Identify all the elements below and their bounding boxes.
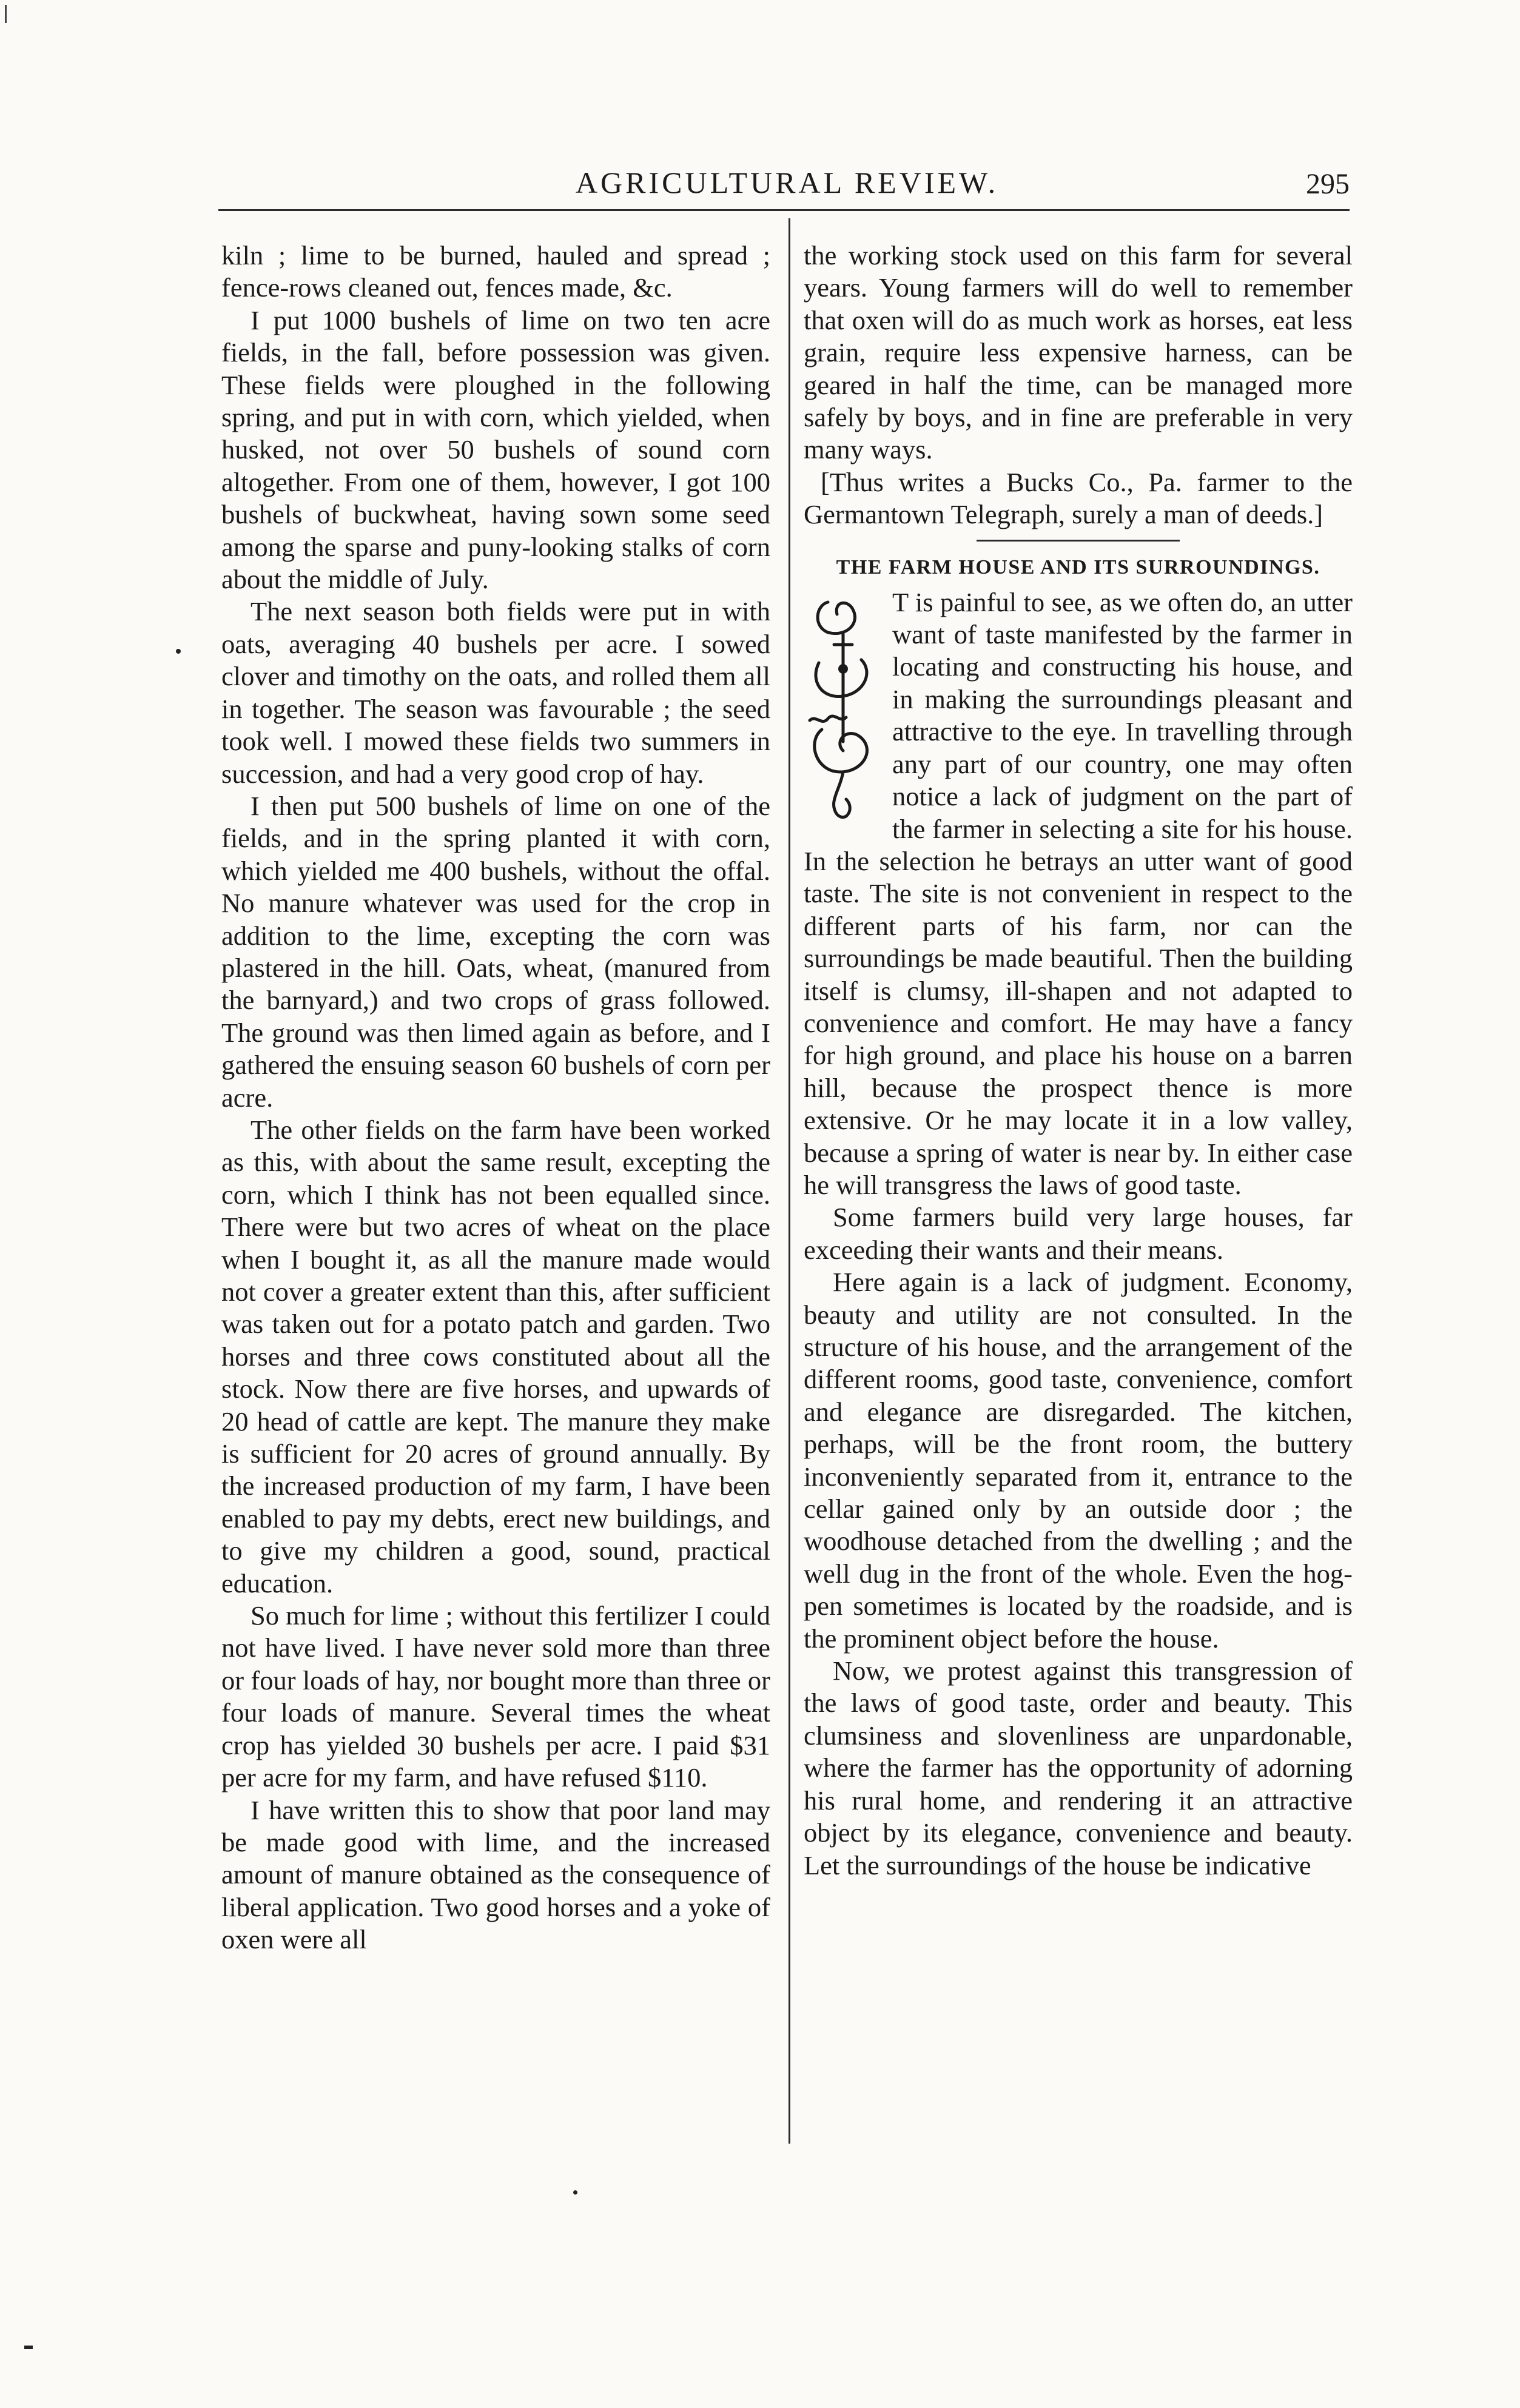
paragraph: kiln ; lime to be burned, hauled and spread ; fence-rows cleaned out, fences made, &c. xyxy=(221,240,770,303)
article-first-paragraph-text: T is painful to see, as we often do, an utter want of taste manifested by the farmer in locating and constructing his house, and in making the surroundings pleasant and attractive to the eye. In travelling through any part of our country, one may often notice a lack of judgment on the part of the farmer in selecting a site for his house. In the selection he betrays an utter want of good taste. The site is not convenient in respect to the different parts of his farm, nor can the surroundings be made beautiful. Then the building itself is clumsy, ill-shapen and not adapted to convenience and comfort. He may have a fancy for high ground, and place his house on a barren hill, because the prospect thence is more extensive. Or he may locate it in a low valley, because a spring of water is near by. In either case he will transgress the laws of good taste. xyxy=(804,586,1353,1200)
page-header xyxy=(224,165,1350,207)
right-column xyxy=(804,240,1353,1882)
paragraph: Now, we protest against this transgression of the laws of good taste, order and beauty. This clumsiness and slovenliness are unpardonable, where the farmer has the opportunity of adorning his rural home, and rendering it an attractive object by its elegance, convenience and beauty. Let the surroundings of the house be indicative xyxy=(804,1655,1353,1880)
ornamental-initial-icon xyxy=(804,590,883,833)
paragraph: So much for lime ; without this fertilizer I could not have lived. I have never sold more than three or four loads of hay, nor bought more than three or four loads of manure. Several times the wheat crop has yielded 30 bushels per acre. I paid $31 per acre for my farm, and have refused $110. xyxy=(221,1600,770,1793)
ink-speck xyxy=(573,2190,577,2195)
header-rule xyxy=(218,209,1350,211)
article-first-paragraph xyxy=(804,586,1353,1202)
paragraph: The other fields on the farm have been worked as this, with about the same result, excepting the corn, which I think has not been equalled since. There were but two acres of wheat on the place when I bought it, as all the manure made would not cover a greater extent than this, after sufficient was taken out for a potato patch and garden. Two horses and three cows constituted about all the stock. Now there are five horses, and upwards of 20 head of cattle are kept. The manure they make is sufficient for 20 acres of ground annually. By the increased production of my farm, I have been enabled to pay my debts, erect new buildings, and to give my children a good, sound, practical education. xyxy=(221,1114,770,1598)
running-title: AGRICULTURAL REVIEW. xyxy=(575,166,999,200)
editor-note: [Thus writes a Bucks Co., Pa. farmer to the Germantown Telegraph, surely a man of deeds.] xyxy=(804,466,1353,530)
ink-speck xyxy=(176,649,181,654)
section-title: THE FARM HOUSE AND ITS SURROUNDINGS. xyxy=(836,555,1320,579)
page-number: 295 xyxy=(1306,168,1350,200)
paragraph: I put 1000 bushels of lime on two ten acre fields, in the fall, before possession was given. These fields were ploughed in the following spring, and put in with corn, which yielded, when husked, not over 50 bushels of sound corn altogether. From one of them, however, I got 100 bushels of buckwheat, having sown some seed among the sparse and puny-looking stalks of corn about the middle of July. xyxy=(221,304,770,595)
paragraph: I have written this to show that poor land may be made good with lime, and the increased amount of manure obtained as the consequence of liberal application. Two good horses and a yoke of oxen were all xyxy=(221,1794,770,1955)
left-column xyxy=(221,240,770,1956)
paragraph: I then put 500 bushels of lime on one of the fields, and in the spring planted it with corn, which yielded me 400 bushels, without the offal. No manure whatever was used for the crop in addition to the lime, excepting the corn was plastered in the hill. Oats, wheat, (manured from the barnyard,) and two crops of grass followed. The ground was then limed again as before, and I gathered the ensuing season 60 bushels of corn per acre. xyxy=(221,790,770,1113)
paragraph: The next season both fields were put in with oats, averaging 40 bushels per acre. I sowed clover and timothy on the oats, and rolled them all in together. The season was favourable ; the seed took well. I mowed these fields two summers in succession, and had a very good crop of hay. xyxy=(221,596,770,789)
paragraph: Here again is a lack of judgment. Economy, beauty and utility are not consulted. In the structure of his house, and the arrangement of the different rooms, good taste, convenience, comfort and elegance are disregarded. The kitchen, perhaps, will be the front room, the buttery inconveniently separated from it, entrance to the cellar gained only by an outside door ; the woodhouse detached from the dwelling ; and the well dug in the front of the whole. Even the hog-pen sometimes is located by the roadside, and is the prominent object before the house. xyxy=(804,1267,1353,1654)
paragraph: Some farmers build very large houses, far exceeding their wants and their means. xyxy=(804,1202,1353,1265)
ink-speck xyxy=(5,5,7,23)
paragraph: the working stock used on this farm for several years. Young farmers will do well to remember that oxen will do as much work as horses, eat less grain, require less expensive harness, can be geared in half the time, can be managed more safely by boys, and in fine are preferable in very many ways. xyxy=(804,240,1353,465)
section-rule xyxy=(977,540,1180,542)
ink-speck xyxy=(24,2346,33,2349)
column-rule xyxy=(789,218,790,2144)
